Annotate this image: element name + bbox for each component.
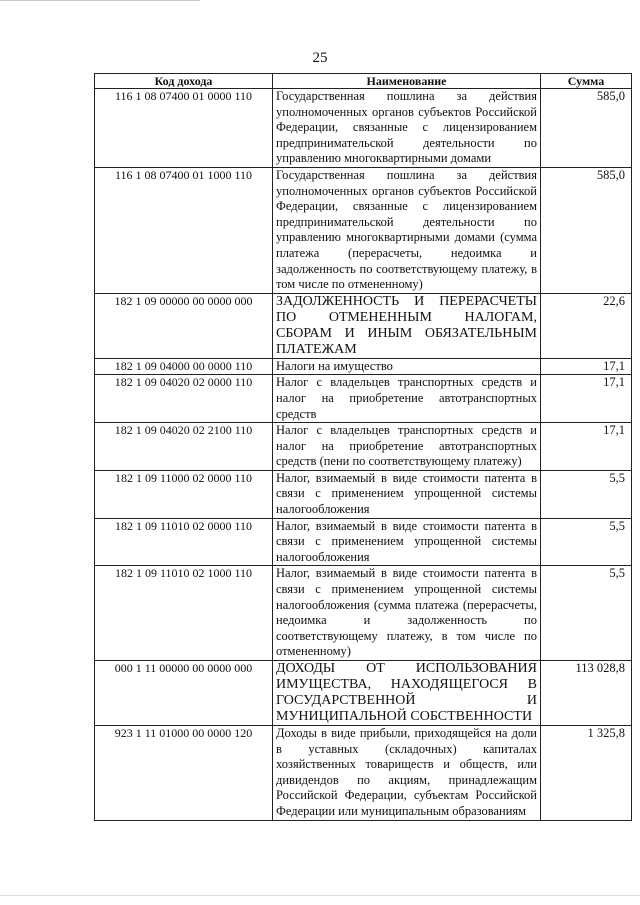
revenue-amount: 5,5	[541, 566, 632, 661]
revenue-code: 182 1 09 11000 02 0000 110	[95, 470, 273, 518]
revenue-code: 182 1 09 04000 00 0000 110	[95, 358, 273, 375]
revenue-code: 182 1 09 11010 02 0000 110	[95, 518, 273, 566]
table-row	[95, 358, 632, 375]
revenue-name: Налог с владельцев транспортных средств и налог на приобретение автотранспортных средств	[273, 375, 541, 423]
table-row	[95, 726, 632, 821]
table-row	[95, 375, 632, 423]
table-row	[95, 293, 632, 358]
revenue-amount: 585,0	[541, 89, 632, 168]
table-header-row	[95, 74, 632, 89]
header-code: Код дохода	[95, 74, 273, 89]
revenue-name: Налог с владельцев транспортных средств и налог на приобретение автотранспортных средств (пени по соответствующему платежу)	[273, 423, 541, 471]
revenue-code: 182 1 09 11010 02 1000 110	[95, 566, 273, 661]
revenue-amount: 5,5	[541, 470, 632, 518]
revenue-table	[94, 73, 632, 821]
header-name: Наименование	[273, 74, 541, 89]
scan-bottom-line	[0, 895, 640, 896]
revenue-amount: 585,0	[541, 167, 632, 293]
table-row	[95, 89, 632, 168]
revenue-amount: 5,5	[541, 518, 632, 566]
header-amount: Сумма	[541, 74, 632, 89]
revenue-name: ДОХОДЫ ОТ ИСПОЛЬЗОВАНИЯ ИМУЩЕСТВА, НАХОДЯЩЕГОСЯ В ГОСУДАРСТВЕННОЙ И МУНИЦИПАЛЬНОЙ СОБСТВЕННОСТИ	[273, 661, 541, 726]
revenue-amount: 113 028,8	[541, 661, 632, 726]
revenue-code: 116 1 08 07400 01 1000 110	[95, 167, 273, 293]
revenue-code: 182 1 09 04020 02 0000 110	[95, 375, 273, 423]
table-row	[95, 167, 632, 293]
page-number: 25	[312, 50, 328, 66]
revenue-name: Налоги на имущество	[273, 358, 541, 375]
revenue-amount: 17,1	[541, 358, 632, 375]
table-row	[95, 518, 632, 566]
revenue-code: 116 1 08 07400 01 0000 110	[95, 89, 273, 168]
revenue-amount: 17,1	[541, 423, 632, 471]
revenue-name: Налог, взимаемый в виде стоимости патента в связи с применением упрощенной системы налогообложения	[273, 518, 541, 566]
revenue-name: Государственная пошлина за действия уполномоченных органов субъектов Российской Федерации, связанные с лицензированием предпринимательской деятельности по управлению многоквартирными домами	[273, 89, 541, 168]
revenue-amount: 17,1	[541, 375, 632, 423]
revenue-amount: 1 325,8	[541, 726, 632, 821]
revenue-name: Доходы в виде прибыли, приходящейся на доли в уставных (складочных) капиталах хозяйственных товариществ и обществ, или дивидендов по акциям, принадлежащим Российской Федерации, субъектам Российской Федерации или муниципальным образованиям	[273, 726, 541, 821]
table-row	[95, 470, 632, 518]
table-row	[95, 423, 632, 471]
revenue-amount: 22,6	[541, 293, 632, 358]
revenue-code: 182 1 09 04020 02 2100 110	[95, 423, 273, 471]
revenue-name: Налог, взимаемый в виде стоимости патента в связи с применением упрощенной системы налогообложения (сумма платежа (перерасчеты, недоимка и задолженность по соответствующему платежу, в том числе по отмененному)	[273, 566, 541, 661]
scan-edge-line	[0, 0, 200, 1]
revenue-name: Налог, взимаемый в виде стоимости патента в связи с применением упрощенной системы налогообложения	[273, 470, 541, 518]
revenue-name: ЗАДОЛЖЕННОСТЬ И ПЕРЕРАСЧЕТЫ ПО ОТМЕНЕННЫМ НАЛОГАМ, СБОРАМ И ИНЫМ ОБЯЗАТЕЛЬНЫМ ПЛАТЕЖАМ	[273, 293, 541, 358]
revenue-code: 182 1 09 00000 00 0000 000	[95, 293, 273, 358]
revenue-code: 000 1 11 00000 00 0000 000	[95, 661, 273, 726]
table-row	[95, 566, 632, 661]
table-row	[95, 661, 632, 726]
revenue-code: 923 1 11 01000 00 0000 120	[95, 726, 273, 821]
revenue-name: Государственная пошлина за действия уполномоченных органов субъектов Российской Федерации, связанные с лицензированием предпринимательской деятельности по управлению многоквартирными домами (сумма платежа (перерасчеты, недоимка и задолженность по соответствующему платежу, в том числе по отмененному)	[273, 167, 541, 293]
